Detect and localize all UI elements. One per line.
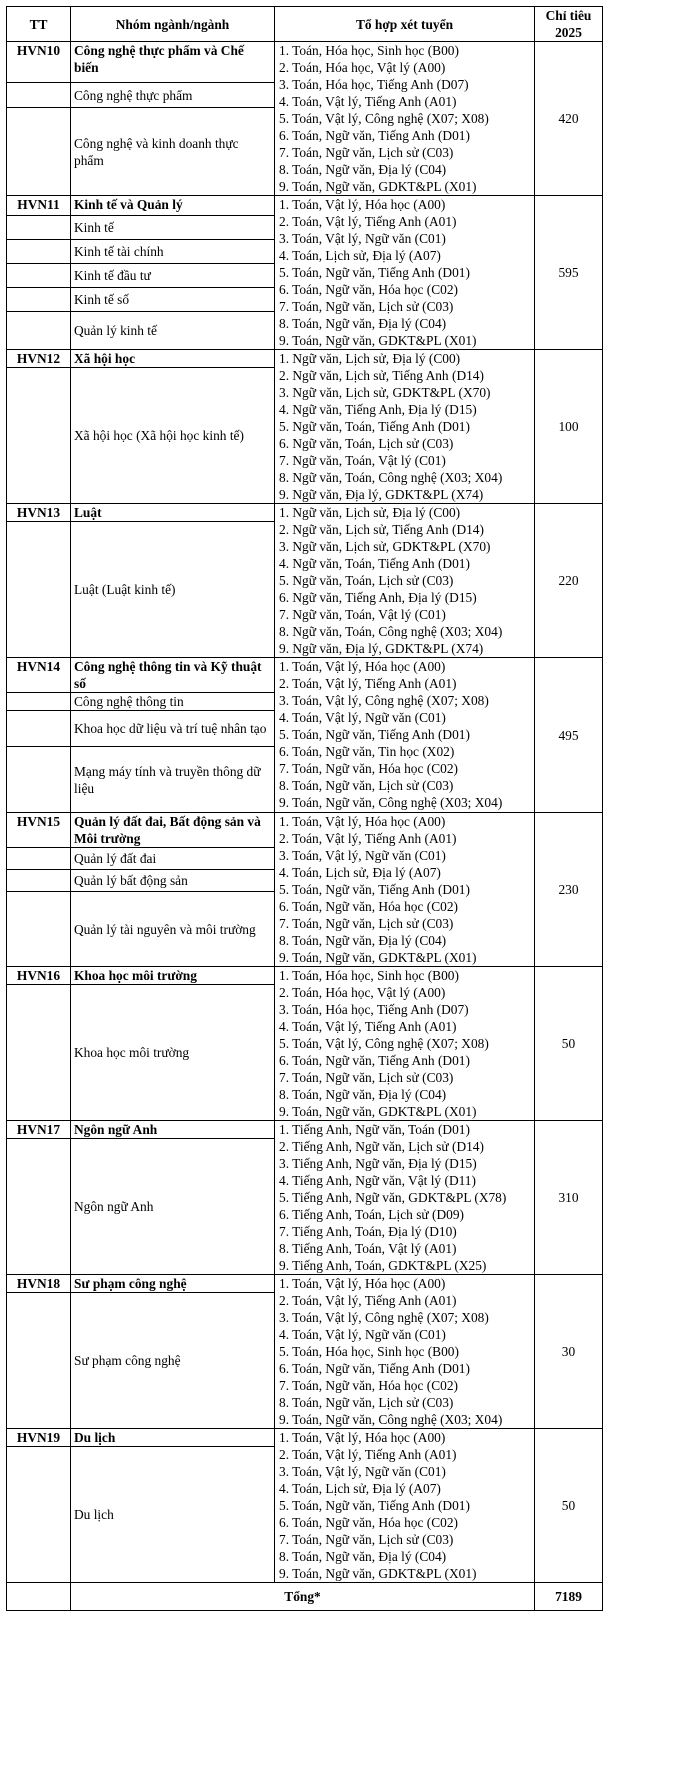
combo-list <box>275 1121 535 1275</box>
combo-list <box>275 658 535 813</box>
group-name: Kinh tế và Quản lý <box>71 196 275 216</box>
combo-item: 7. Toán, Ngữ văn, Lịch sử (C03) <box>279 916 454 931</box>
major-name: Kinh tế <box>71 215 275 239</box>
code-blank-cell <box>7 108 71 196</box>
combo-item: 5. Toán, Hóa học, Sinh học (B00) <box>279 1344 459 1359</box>
combo-item: 1. Toán, Vật lý, Hóa học (A00) <box>279 1276 446 1291</box>
group-code: HVN11 <box>7 196 71 216</box>
combo-item: 3. Ngữ văn, Lịch sử, GDKT&PL (X70) <box>279 385 491 400</box>
group-name: Công nghệ thông tin và Kỹ thuật số <box>71 658 275 693</box>
group-quota: 595 <box>535 196 603 350</box>
group-quota: 50 <box>535 967 603 1121</box>
combo-item: 9. Toán, Ngữ văn, GDKT&PL (X01) <box>279 1566 477 1581</box>
major-name: Công nghệ thực phẩm <box>71 83 275 108</box>
combo-item: 6. Toán, Ngữ văn, Tiếng Anh (D01) <box>279 128 470 143</box>
code-blank-cell <box>7 368 71 504</box>
group-code: HVN18 <box>7 1275 71 1293</box>
combo-item: 9. Ngữ văn, Địa lý, GDKT&PL (X74) <box>279 641 484 656</box>
major-name: Sư phạm công nghệ <box>71 1293 275 1429</box>
combo-item: 9. Toán, Ngữ văn, GDKT&PL (X01) <box>279 333 477 348</box>
group-row <box>7 813 603 848</box>
header-quota-line1: Chỉ tiêu <box>545 8 592 23</box>
code-blank-cell <box>7 693 71 711</box>
combo-item: 5. Toán, Vật lý, Công nghệ (X07; X08) <box>279 111 489 126</box>
group-quota: 100 <box>535 350 603 504</box>
combo-item: 3. Tiếng Anh, Ngữ văn, Địa lý (D15) <box>279 1156 477 1171</box>
group-name: Sư phạm công nghệ <box>71 1275 275 1293</box>
group-row <box>7 504 603 522</box>
total-value: 7189 <box>535 1583 603 1611</box>
combo-item: 7. Toán, Ngữ văn, Lịch sử (C03) <box>279 299 454 314</box>
combo-item: 1. Ngữ văn, Lịch sử, Địa lý (C00) <box>279 351 461 366</box>
admission-quota-table <box>6 6 603 1611</box>
combo-list <box>275 813 535 967</box>
combo-list <box>275 1429 535 1583</box>
group-name: Khoa học môi trường <box>71 967 275 985</box>
combo-item: 3. Ngữ văn, Lịch sử, GDKT&PL (X70) <box>279 539 491 554</box>
major-name: Xã hội học (Xã hội học kinh tế) <box>71 368 275 504</box>
combo-item: 6. Toán, Ngữ văn, Hóa học (C02) <box>279 282 459 297</box>
combo-item: 1. Toán, Vật lý, Hóa học (A00) <box>279 197 446 212</box>
combo-item: 5. Toán, Ngữ văn, Tiếng Anh (D01) <box>279 882 470 897</box>
group-row <box>7 967 603 985</box>
total-blank <box>7 1583 71 1611</box>
combo-item: 6. Toán, Ngữ văn, Tin học (X02) <box>279 744 455 759</box>
combo-item: 6. Tiếng Anh, Toán, Lịch sử (D09) <box>279 1207 464 1222</box>
header-quota-line2: 2025 <box>555 25 582 40</box>
combo-item: 7. Toán, Ngữ văn, Hóa học (C02) <box>279 761 459 776</box>
group-name: Du lịch <box>71 1429 275 1447</box>
code-blank-cell <box>7 522 71 658</box>
combo-item: 2. Toán, Hóa học, Vật lý (A00) <box>279 985 446 1000</box>
combo-item: 7. Toán, Ngữ văn, Lịch sử (C03) <box>279 1532 454 1547</box>
combo-item: 2. Toán, Vật lý, Tiếng Anh (A01) <box>279 1293 457 1308</box>
total-label: Tổng* <box>71 1583 535 1611</box>
combo-item: 5. Toán, Ngữ văn, Tiếng Anh (D01) <box>279 1498 470 1513</box>
combo-item: 5. Toán, Ngữ văn, Tiếng Anh (D01) <box>279 727 470 742</box>
table-body <box>7 42 603 1583</box>
group-row <box>7 350 603 368</box>
code-blank-cell <box>7 892 71 967</box>
major-name: Công nghệ và kinh doanh thực phẩm <box>71 108 275 196</box>
group-code: HVN12 <box>7 350 71 368</box>
group-row <box>7 1275 603 1293</box>
combo-item: 4. Toán, Lịch sử, Địa lý (A07) <box>279 248 441 263</box>
header-quota <box>535 7 603 42</box>
combo-item: 7. Ngữ văn, Toán, Vật lý (C01) <box>279 453 446 468</box>
combo-item: 4. Tiếng Anh, Ngữ văn, Vật lý (D11) <box>279 1173 476 1188</box>
group-name: Xã hội học <box>71 350 275 368</box>
combo-item: 6. Ngữ văn, Tiếng Anh, Địa lý (D15) <box>279 590 477 605</box>
header-tt: TT <box>7 7 71 42</box>
group-quota: 420 <box>535 42 603 196</box>
major-name: Quản lý đất đai <box>71 848 275 870</box>
group-code: HVN17 <box>7 1121 71 1139</box>
group-row <box>7 1121 603 1139</box>
major-name: Luật (Luật kinh tế) <box>71 522 275 658</box>
combo-list <box>275 196 535 350</box>
group-code: HVN14 <box>7 658 71 693</box>
combo-item: 3. Toán, Vật lý, Ngữ văn (C01) <box>279 231 446 246</box>
combo-item: 8. Toán, Ngữ văn, Địa lý (C04) <box>279 316 447 331</box>
code-blank-cell <box>7 711 71 747</box>
combo-item: 6. Toán, Ngữ văn, Tiếng Anh (D01) <box>279 1053 470 1068</box>
group-row <box>7 1429 603 1447</box>
combo-item: 8. Toán, Ngữ văn, Địa lý (C04) <box>279 1087 447 1102</box>
combo-item: 1. Toán, Vật lý, Hóa học (A00) <box>279 814 446 829</box>
group-name: Ngôn ngữ Anh <box>71 1121 275 1139</box>
combo-item: 9. Tiếng Anh, Toán, GDKT&PL (X25) <box>279 1258 487 1273</box>
combo-item: 3. Toán, Hóa học, Tiếng Anh (D07) <box>279 77 469 92</box>
combo-item: 1. Toán, Vật lý, Hóa học (A00) <box>279 659 446 674</box>
combo-item: 7. Toán, Ngữ văn, Lịch sử (C03) <box>279 1070 454 1085</box>
group-name: Công nghệ thực phẩm và Chế biến <box>71 42 275 83</box>
combo-item: 4. Toán, Vật lý, Tiếng Anh (A01) <box>279 1019 457 1034</box>
total-row <box>7 1583 603 1611</box>
group-row <box>7 196 603 216</box>
combo-item: 2. Ngữ văn, Lịch sử, Tiếng Anh (D14) <box>279 368 484 383</box>
group-name: Luật <box>71 504 275 522</box>
combo-item: 9. Toán, Ngữ văn, GDKT&PL (X01) <box>279 950 477 965</box>
combo-item: 9. Ngữ văn, Địa lý, GDKT&PL (X74) <box>279 487 484 502</box>
combo-item: 3. Toán, Vật lý, Ngữ văn (C01) <box>279 848 446 863</box>
combo-item: 9. Toán, Ngữ văn, GDKT&PL (X01) <box>279 1104 477 1119</box>
code-blank-cell <box>7 1293 71 1429</box>
major-name: Kinh tế đầu tư <box>71 263 275 287</box>
combo-item: 6. Ngữ văn, Toán, Lịch sử (C03) <box>279 436 454 451</box>
group-row <box>7 42 603 83</box>
combo-list <box>275 1275 535 1429</box>
group-quota: 30 <box>535 1275 603 1429</box>
combo-item: 1. Ngữ văn, Lịch sử, Địa lý (C00) <box>279 505 461 520</box>
group-code: HVN15 <box>7 813 71 848</box>
combo-item: 5. Toán, Vật lý, Công nghệ (X07; X08) <box>279 1036 489 1051</box>
major-name: Mạng máy tính và truyền thông dữ liệu <box>71 747 275 813</box>
combo-item: 7. Toán, Ngữ văn, Lịch sử (C03) <box>279 145 454 160</box>
combo-item: 2. Tiếng Anh, Ngữ văn, Lịch sử (D14) <box>279 1139 484 1154</box>
combo-item: 8. Toán, Ngữ văn, Lịch sử (C03) <box>279 778 454 793</box>
code-blank-cell <box>7 239 71 263</box>
combo-item: 2. Toán, Vật lý, Tiếng Anh (A01) <box>279 831 457 846</box>
combo-item: 8. Toán, Ngữ văn, Địa lý (C04) <box>279 1549 447 1564</box>
combo-item: 1. Tiếng Anh, Ngữ văn, Toán (D01) <box>279 1122 470 1137</box>
major-name: Quản lý bất động sản <box>71 870 275 892</box>
combo-item: 6. Toán, Ngữ văn, Hóa học (C02) <box>279 899 459 914</box>
code-blank-cell <box>7 83 71 108</box>
combo-item: 3. Toán, Vật lý, Ngữ văn (C01) <box>279 1464 446 1479</box>
combo-item: 4. Toán, Vật lý, Ngữ văn (C01) <box>279 1327 446 1342</box>
code-blank-cell <box>7 1139 71 1275</box>
group-code: HVN16 <box>7 967 71 985</box>
header-combo: Tổ hợp xét tuyển <box>275 7 535 42</box>
combo-item: 2. Toán, Vật lý, Tiếng Anh (A01) <box>279 214 457 229</box>
group-quota: 230 <box>535 813 603 967</box>
combo-list <box>275 42 535 196</box>
combo-item: 3. Toán, Vật lý, Công nghệ (X07; X08) <box>279 1310 489 1325</box>
combo-item: 1. Toán, Vật lý, Hóa học (A00) <box>279 1430 446 1445</box>
combo-list <box>275 967 535 1121</box>
group-quota: 495 <box>535 658 603 813</box>
combo-item: 9. Toán, Ngữ văn, GDKT&PL (X01) <box>279 179 477 194</box>
group-quota: 50 <box>535 1429 603 1583</box>
combo-item: 5. Ngữ văn, Toán, Tiếng Anh (D01) <box>279 419 470 434</box>
group-code: HVN19 <box>7 1429 71 1447</box>
combo-item: 4. Ngữ văn, Tiếng Anh, Địa lý (D15) <box>279 402 477 417</box>
combo-item: 8. Toán, Ngữ văn, Lịch sử (C03) <box>279 1395 454 1410</box>
code-blank-cell <box>7 1447 71 1583</box>
major-name: Du lịch <box>71 1447 275 1583</box>
major-name: Khoa học dữ liệu và trí tuệ nhân tạo <box>71 711 275 747</box>
major-name: Ngôn ngữ Anh <box>71 1139 275 1275</box>
combo-list <box>275 350 535 504</box>
combo-list <box>275 504 535 658</box>
code-blank-cell <box>7 848 71 870</box>
major-name: Khoa học môi trường <box>71 985 275 1121</box>
combo-item: 4. Ngữ văn, Toán, Tiếng Anh (D01) <box>279 556 470 571</box>
major-name: Công nghệ thông tin <box>71 693 275 711</box>
combo-item: 8. Ngữ văn, Toán, Công nghệ (X03; X04) <box>279 470 503 485</box>
combo-item: 3. Toán, Vật lý, Công nghệ (X07; X08) <box>279 693 489 708</box>
group-code: HVN10 <box>7 42 71 83</box>
group-name: Quản lý đất đai, Bất động sản và Môi trường <box>71 813 275 848</box>
combo-item: 8. Toán, Ngữ văn, Địa lý (C04) <box>279 162 447 177</box>
code-blank-cell <box>7 215 71 239</box>
major-name: Quản lý tài nguyên và môi trường <box>71 892 275 967</box>
combo-item: 3. Toán, Hóa học, Tiếng Anh (D07) <box>279 1002 469 1017</box>
combo-item: 8. Ngữ văn, Toán, Công nghệ (X03; X04) <box>279 624 503 639</box>
table-header-row <box>7 7 603 42</box>
major-name: Kinh tế tài chính <box>71 239 275 263</box>
code-blank-cell <box>7 747 71 813</box>
combo-item: 4. Toán, Lịch sử, Địa lý (A07) <box>279 865 441 880</box>
code-blank-cell <box>7 287 71 311</box>
combo-item: 5. Ngữ văn, Toán, Lịch sử (C03) <box>279 573 454 588</box>
major-name: Kinh tế số <box>71 287 275 311</box>
group-code: HVN13 <box>7 504 71 522</box>
combo-item: 8. Tiếng Anh, Toán, Vật lý (A01) <box>279 1241 457 1256</box>
group-quota: 310 <box>535 1121 603 1275</box>
code-blank-cell <box>7 311 71 349</box>
combo-item: 1. Toán, Hóa học, Sinh học (B00) <box>279 968 459 983</box>
combo-item: 9. Toán, Ngữ văn, Công nghệ (X03; X04) <box>279 1412 503 1427</box>
combo-item: 7. Tiếng Anh, Toán, Địa lý (D10) <box>279 1224 457 1239</box>
code-blank-cell <box>7 985 71 1121</box>
combo-item: 2. Ngữ văn, Lịch sử, Tiếng Anh (D14) <box>279 522 484 537</box>
combo-item: 2. Toán, Hóa học, Vật lý (A00) <box>279 60 446 75</box>
combo-item: 4. Toán, Lịch sử, Địa lý (A07) <box>279 1481 441 1496</box>
header-group: Nhóm ngành/ngành <box>71 7 275 42</box>
combo-item: 5. Toán, Ngữ văn, Tiếng Anh (D01) <box>279 265 470 280</box>
combo-item: 4. Toán, Vật lý, Tiếng Anh (A01) <box>279 94 457 109</box>
combo-item: 2. Toán, Vật lý, Tiếng Anh (A01) <box>279 1447 457 1462</box>
group-quota: 220 <box>535 504 603 658</box>
major-name: Quản lý kinh tế <box>71 311 275 349</box>
code-blank-cell <box>7 870 71 892</box>
combo-item: 9. Toán, Ngữ văn, Công nghệ (X03; X04) <box>279 795 503 810</box>
combo-item: 2. Toán, Vật lý, Tiếng Anh (A01) <box>279 676 457 691</box>
combo-item: 5. Tiếng Anh, Ngữ văn, GDKT&PL (X78) <box>279 1190 507 1205</box>
combo-item: 6. Toán, Ngữ văn, Hóa học (C02) <box>279 1515 459 1530</box>
combo-item: 8. Toán, Ngữ văn, Địa lý (C04) <box>279 933 447 948</box>
group-row <box>7 658 603 693</box>
code-blank-cell <box>7 263 71 287</box>
combo-item: 7. Ngữ văn, Toán, Vật lý (C01) <box>279 607 446 622</box>
combo-item: 7. Toán, Ngữ văn, Hóa học (C02) <box>279 1378 459 1393</box>
combo-item: 4. Toán, Vật lý, Ngữ văn (C01) <box>279 710 446 725</box>
combo-item: 1. Toán, Hóa học, Sinh học (B00) <box>279 43 459 58</box>
combo-item: 6. Toán, Ngữ văn, Tiếng Anh (D01) <box>279 1361 470 1376</box>
